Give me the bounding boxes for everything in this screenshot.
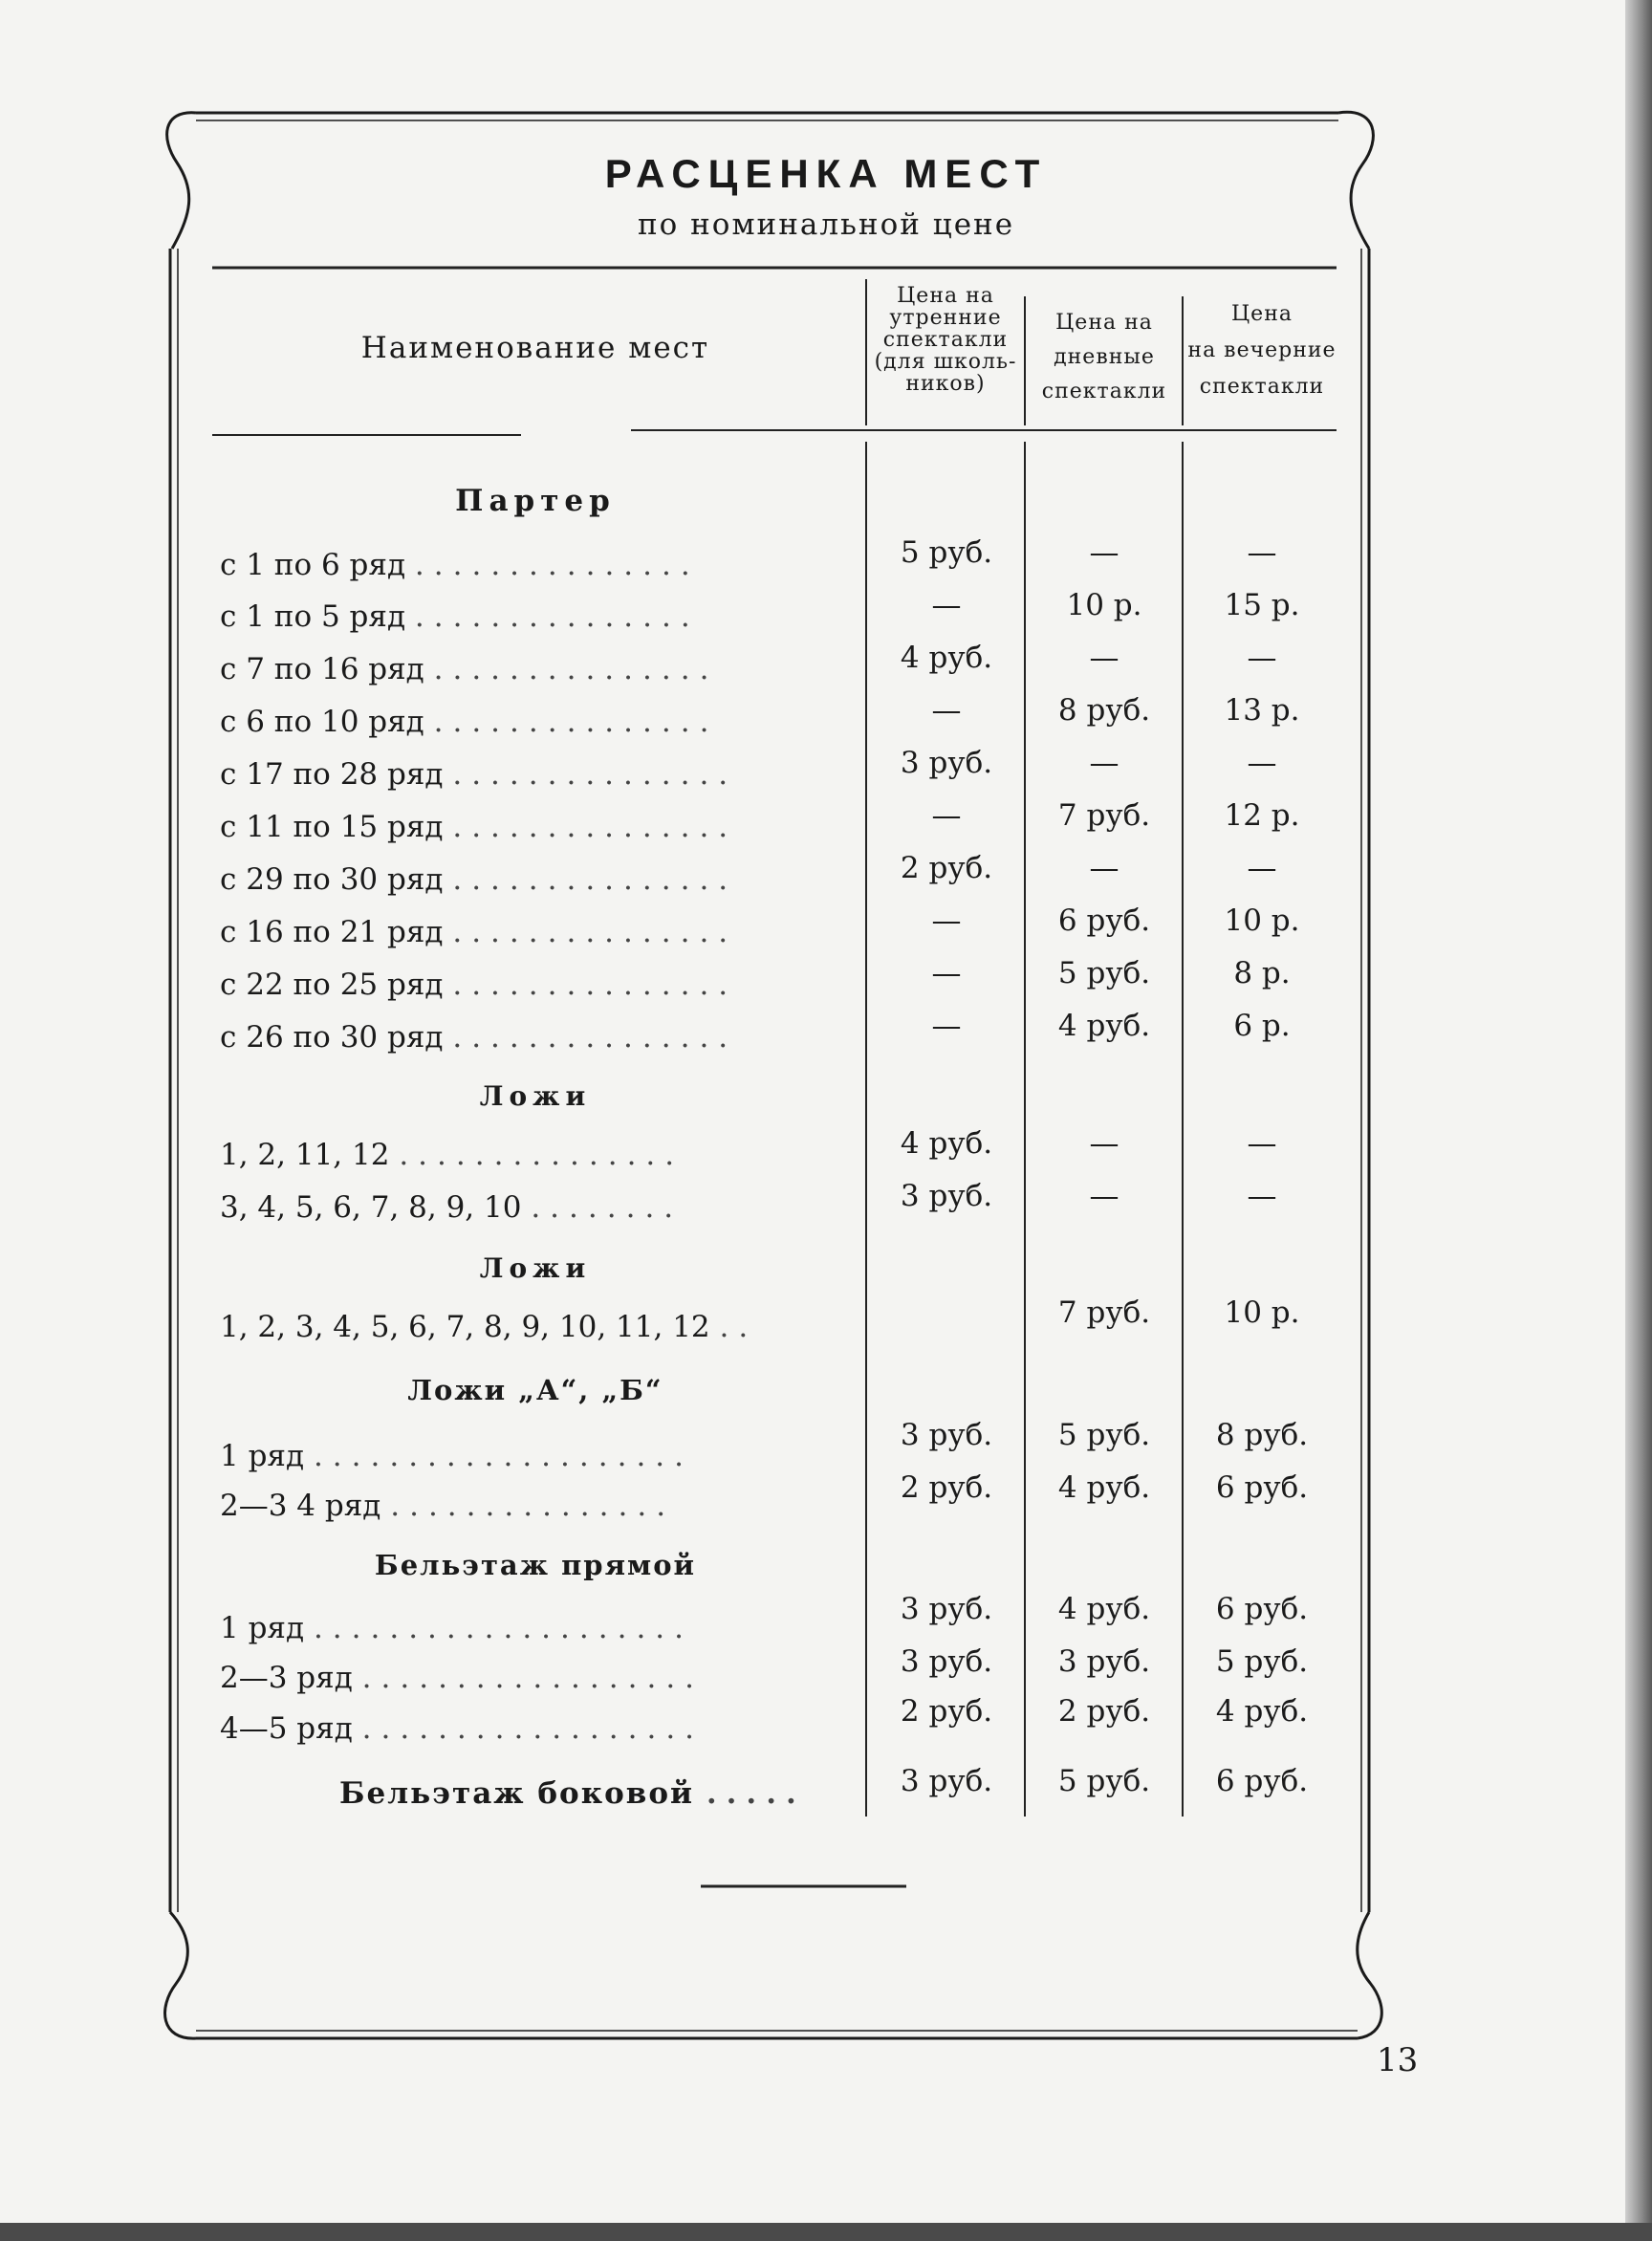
price-morning: — [931,693,962,728]
price-evening: — [1247,1126,1277,1161]
row-label-text: Бельэтаж боковой [339,1776,695,1811]
price-day: — [1089,1179,1119,1213]
leader-dots: .................... [313,1611,694,1645]
row-label-text: с 17 по 28 ряд [220,757,444,792]
row-label-text: с 11 по 15 ряд [220,810,444,844]
row-label [220,862,841,897]
row-label-text: 1, 2, 11, 12 [220,1138,390,1172]
row-label [220,1661,841,1695]
price-morning: — [931,956,962,990]
section-title: Ложи „А“, „Б“ [407,1374,663,1406]
leader-dots: .................. [361,1711,705,1746]
price-morning: 3 руб. [900,1764,993,1798]
price-evening: 8 руб. [1215,1418,1309,1452]
price-evening: 6 руб. [1215,1470,1309,1505]
price-evening: — [1247,535,1277,570]
price-day: 10 р. [1066,588,1142,622]
price-evening: 10 р. [1224,903,1300,938]
leader-dots: .. [719,1310,758,1344]
header-morning-line: ников) [905,372,986,396]
price-day: 4 руб. [1057,1592,1151,1626]
header-morning-line: утренние [889,306,1002,330]
leader-dots: ........ [531,1190,684,1225]
price-day: 7 руб. [1057,1295,1151,1330]
price-morning: 2 руб. [900,1470,993,1505]
price-day: 8 руб. [1057,693,1151,728]
price-evening: — [1247,641,1277,675]
row-label [220,599,841,634]
price-morning: 3 руб. [900,1179,993,1213]
page-title: РАСЦЕНКА МЕСТ [604,151,1048,196]
price-day: 6 руб. [1057,903,1151,938]
price-evening: 8 р. [1233,956,1291,990]
leader-dots: ............... [452,757,738,792]
row-label [220,548,841,582]
row-label-text: с 29 по 30 ряд [220,862,444,897]
row-label [220,757,841,792]
header-evening-line: спектакли [1199,375,1325,399]
row-label-text: 2—3 ряд [220,1661,353,1695]
page-subtitle: по номинальной цене [637,207,1015,242]
price-morning: 3 руб. [900,746,993,780]
price-day: 5 руб. [1057,1764,1151,1798]
row-label-text: с 26 по 30 ряд [220,1020,444,1055]
leader-dots: ............... [390,1489,676,1523]
price-evening: — [1247,1179,1277,1213]
row-label-text: с 7 по 16 ряд [220,652,424,686]
header-morning [868,285,1023,395]
leader-dots: ............... [452,1020,738,1055]
row-label [220,705,841,739]
price-evening: 6 р. [1233,1009,1291,1043]
row-label [220,1489,841,1523]
price-evening: 15 р. [1224,588,1300,622]
header-day-line: дневные [1054,345,1155,369]
row-label-text: с 1 по 5 ряд [220,599,406,634]
price-evening: — [1247,746,1277,780]
leader-dots: ............... [433,652,719,686]
leader-dots: ............... [414,599,700,634]
leader-dots: ............... [452,915,738,949]
row-label [339,1776,846,1811]
row-label-text: с 16 по 21 ряд [220,915,444,949]
header-morning-line: (для школь- [874,350,1017,374]
price-morning: 4 руб. [900,641,993,675]
price-evening: 12 р. [1224,798,1300,833]
price-evening: — [1247,851,1277,885]
leader-dots: ............... [452,968,738,1002]
row-label [220,1138,841,1172]
price-morning: 3 руб. [900,1644,993,1679]
leader-dots: ..... [706,1776,806,1811]
corner-flourish-br [1358,1912,1382,2038]
header-evening-line: на вечерние [1187,338,1337,362]
price-evening: 6 руб. [1215,1592,1309,1626]
header-day [1027,306,1182,409]
corner-flourish-bl [165,1912,196,2038]
page-number: 13 [1377,2041,1419,2079]
price-evening: 5 руб. [1215,1644,1309,1679]
leader-dots: .................... [313,1439,694,1473]
row-label-text: 1 ряд [220,1611,305,1645]
price-day: 2 руб. [1057,1694,1151,1729]
row-label-text: 3, 4, 5, 6, 7, 8, 9, 10 [220,1190,522,1225]
leader-dots: ............... [399,1138,685,1172]
leader-dots: ............... [433,705,719,739]
leader-dots: ............... [414,548,700,582]
price-morning: — [931,903,962,938]
price-day: — [1089,851,1119,885]
price-day: — [1089,641,1119,675]
row-label-text: с 6 по 10 ряд [220,705,424,739]
row-label [220,1020,841,1055]
section-title: Партер [455,484,616,518]
row-label-text: с 1 по 6 ряд [220,548,406,582]
header-evening [1185,296,1339,405]
header-morning-line: спектакли [882,328,1009,352]
price-day: 3 руб. [1057,1644,1151,1679]
header-seat-name: Наименование мест [360,331,710,365]
row-label [220,1190,841,1225]
price-morning: — [931,798,962,833]
price-morning: 3 руб. [900,1592,993,1626]
leader-dots: ............... [452,810,738,844]
price-evening: 6 руб. [1215,1764,1309,1798]
row-label [220,1611,841,1645]
price-day: — [1089,1126,1119,1161]
section-title: Ложи [479,1252,592,1284]
price-morning: 3 руб. [900,1418,993,1452]
row-label [220,915,841,949]
price-day: 4 руб. [1057,1009,1151,1043]
header-evening-line: Цена [1231,302,1293,326]
leader-dots: ............... [452,862,738,897]
row-label-text: 4—5 ряд [220,1711,353,1746]
row-label-text: с 22 по 25 ряд [220,968,444,1002]
price-evening: 13 р. [1224,693,1300,728]
section-title: Бельэтаж прямой [374,1549,697,1581]
row-label [220,968,841,1002]
section-title: Ложи [479,1080,592,1112]
price-morning: — [931,588,962,622]
price-day: 4 руб. [1057,1470,1151,1505]
row-label [220,810,841,844]
row-label [220,652,841,686]
price-day: 5 руб. [1057,1418,1151,1452]
header-day-line: Цена на [1055,311,1153,335]
price-morning: 5 руб. [900,535,993,570]
price-morning: 2 руб. [900,1694,993,1729]
leader-dots: .................. [361,1661,705,1695]
price-evening: 10 р. [1224,1295,1300,1330]
row-label-text: 1 ряд [220,1439,305,1473]
price-day: 5 руб. [1057,956,1151,990]
header-day-line: спектакли [1041,380,1167,403]
row-label-text: 2—3 4 ряд [220,1489,381,1523]
price-morning: 4 руб. [900,1126,993,1161]
price-day: — [1089,535,1119,570]
row-label-text: 1, 2, 3, 4, 5, 6, 7, 8, 9, 10, 11, 12 [220,1310,710,1344]
row-label [220,1711,841,1746]
header-morning-line: Цена на [897,284,994,308]
row-label [220,1310,841,1344]
price-morning: — [931,1009,962,1043]
price-day: 7 руб. [1057,798,1151,833]
row-label [220,1439,841,1473]
price-evening: 4 руб. [1215,1694,1309,1729]
price-day: — [1089,746,1119,780]
price-morning: 2 руб. [900,851,993,885]
